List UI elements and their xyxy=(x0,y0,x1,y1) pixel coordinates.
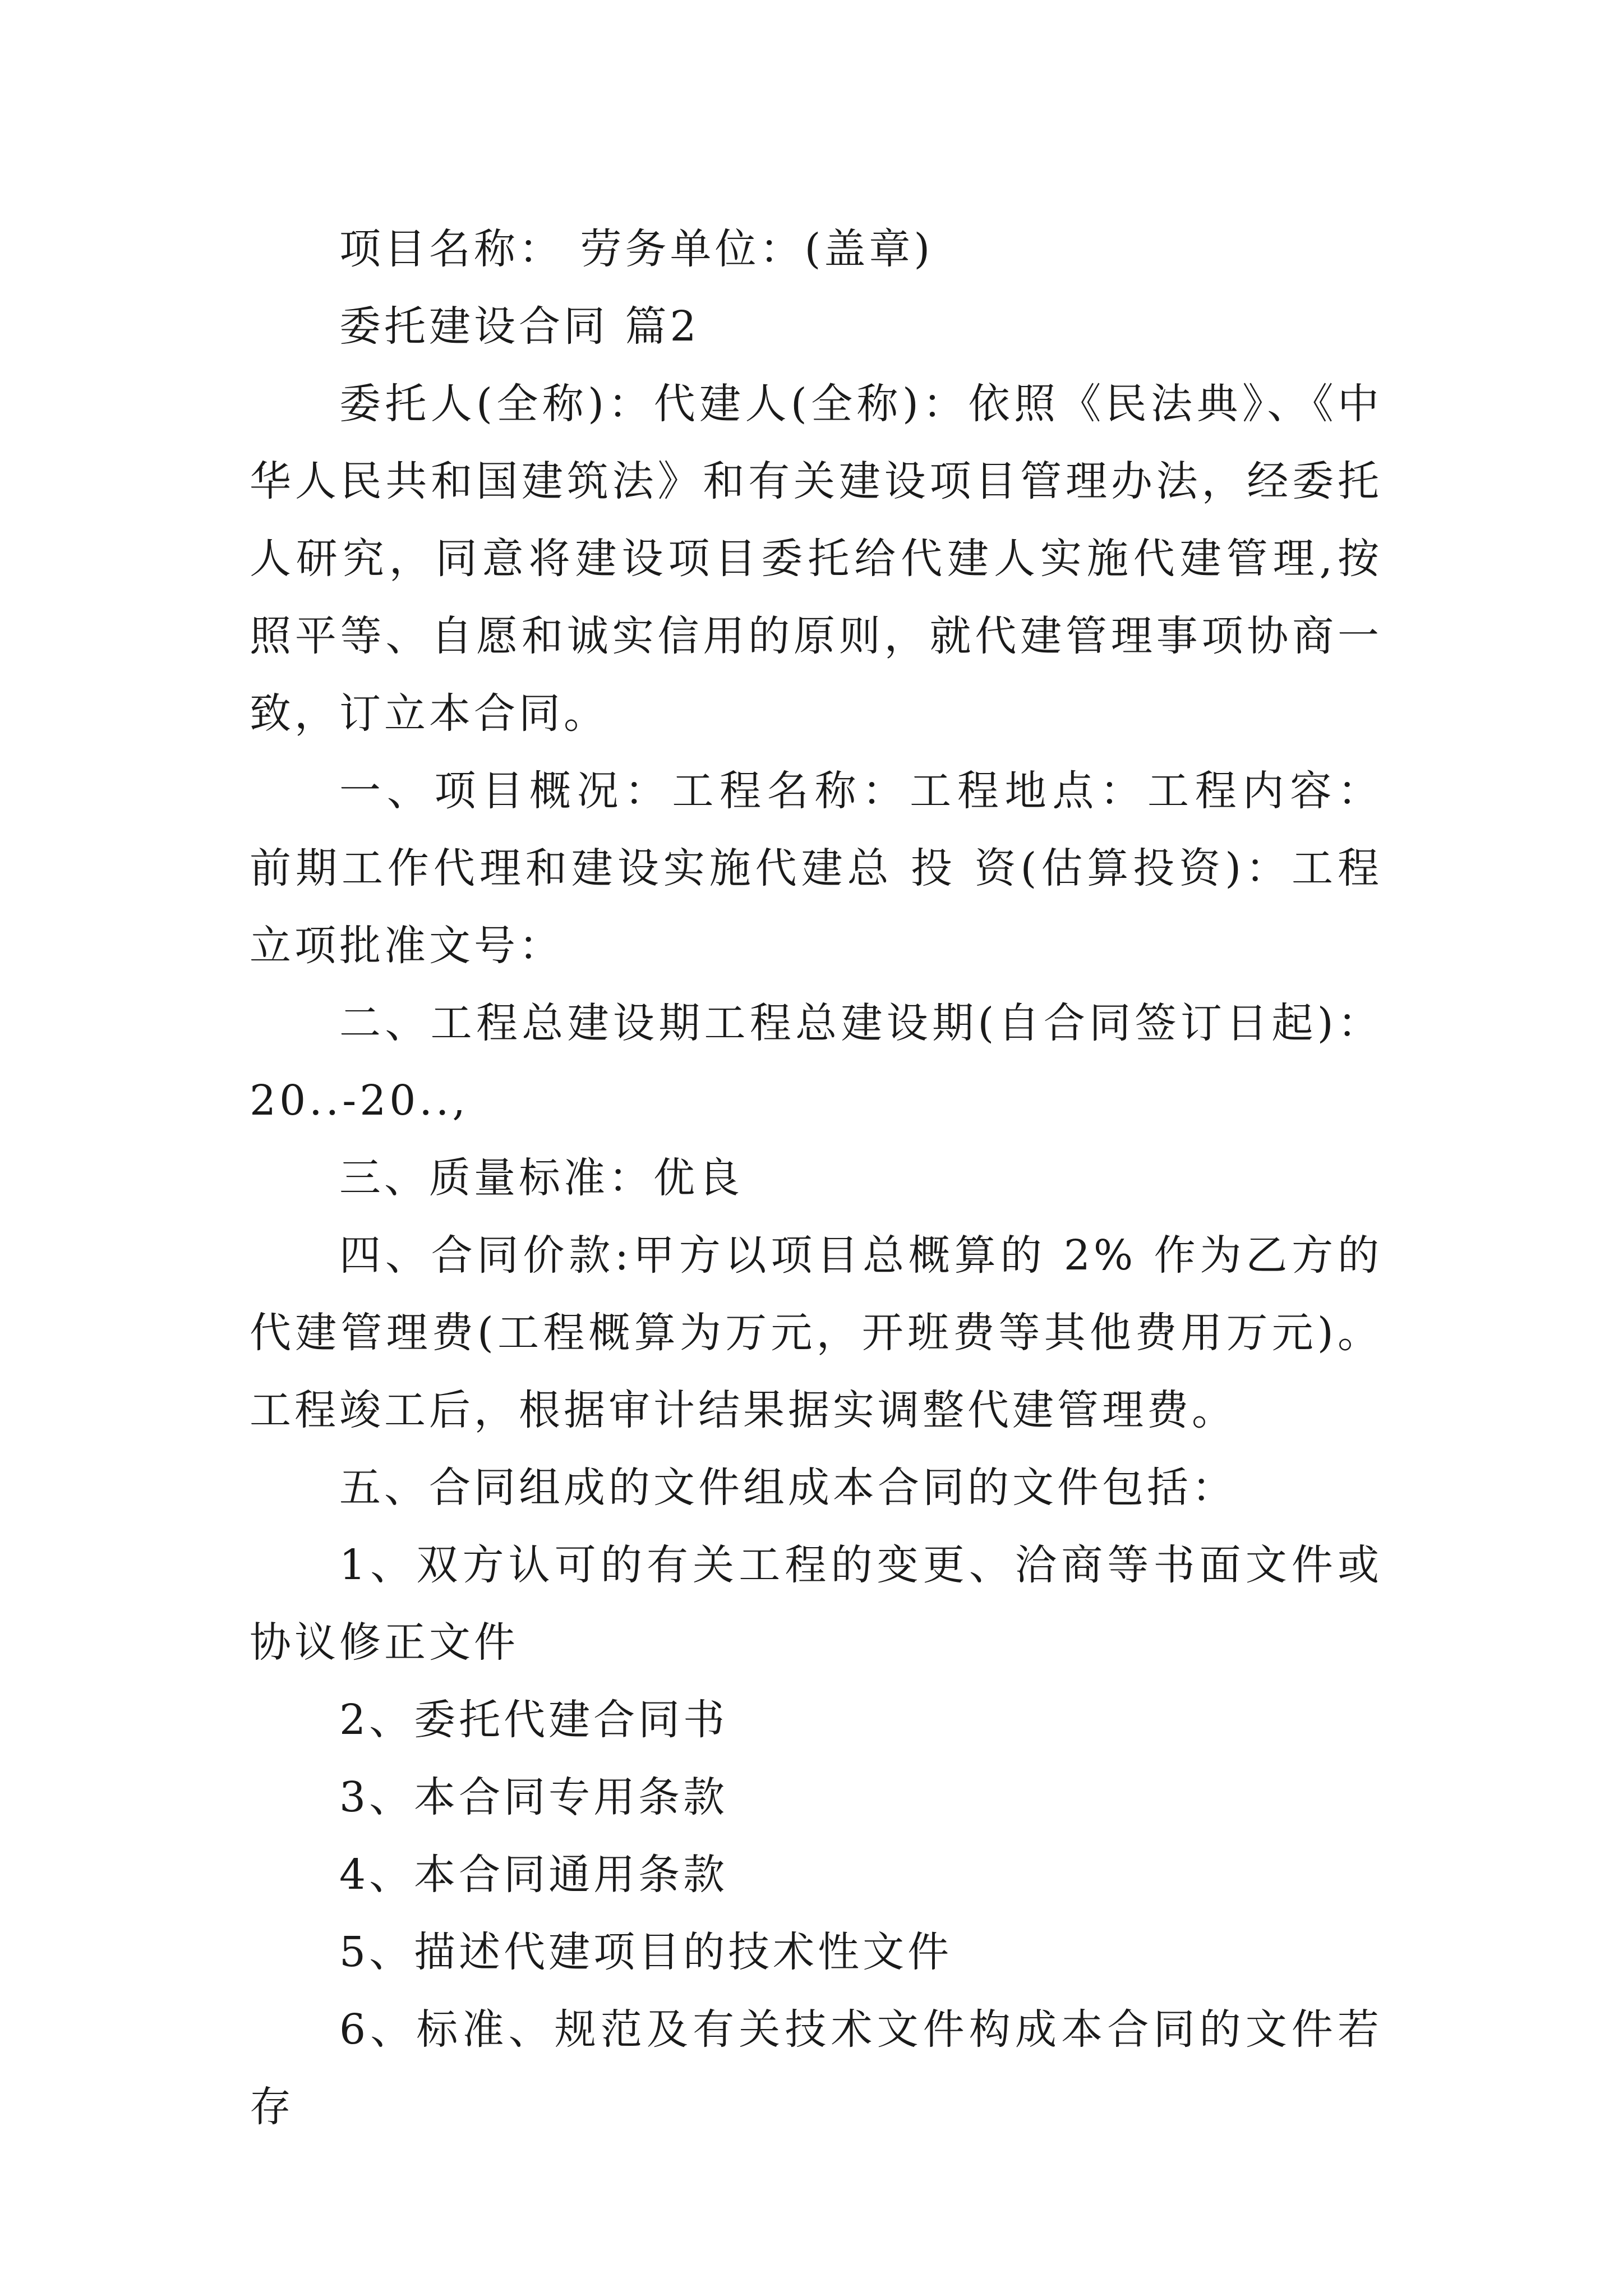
list-item-2: 2、委托代建合同书 xyxy=(339,1696,728,1744)
paragraph-project-name: 项目名称： 劳务单位：(盖章) xyxy=(339,225,934,273)
paragraph-section-1: 一、项目概况：工程名称：工程地点：工程内容： 前期工作代理和建设实施代建总 投 资(估算投资)：工程立项批准文号： xyxy=(250,767,1382,970)
paragraph-section-2: 二、工程总建设期工程总建设期(自合同签订日起)：20..-20.., xyxy=(250,999,1382,1125)
list-item-3: 3、本合同专用条款 xyxy=(339,1773,728,1821)
document-body xyxy=(250,210,1382,2146)
paragraph-section-3: 三、质量标准：优良 xyxy=(339,1154,743,1202)
list-item-1: 1、双方认可的有关工程的变更、洽商等书面文件或协议修正文件 xyxy=(250,1541,1382,1667)
paragraph-preamble: 委托人(全称)：代建人(全称)：依照《民法典》、《中华人民共和国建筑法》和有关建设项目管理办法，经委托人研究，同意将建设项目委托给代建人实施代建管理,按照平等、自愿和诚实信用的原则，就代建管理事项协商一致，订立本合同。 xyxy=(250,380,1382,738)
paragraph-heading: 委托建设合同 篇2 xyxy=(339,302,700,351)
list-item-4: 4、本合同通用条款 xyxy=(339,1851,728,1899)
list-item-5: 5、描述代建项目的技术性文件 xyxy=(339,1928,953,1976)
paragraph-section-5: 五、合同组成的文件组成本合同的文件包括： xyxy=(339,1464,1237,1512)
list-item-6: 6、标准、规范及有关技术文件构成本合同的文件若存 xyxy=(250,2005,1382,2131)
paragraph-section-4: 四、合同价款:甲方以项目总概算的 2% 作为乙方的代建管理费(工程概算为万元，开班费等其他费用万元)。工程竣工后，根据审计结果据实调整代建管理费。 xyxy=(250,1231,1382,1434)
